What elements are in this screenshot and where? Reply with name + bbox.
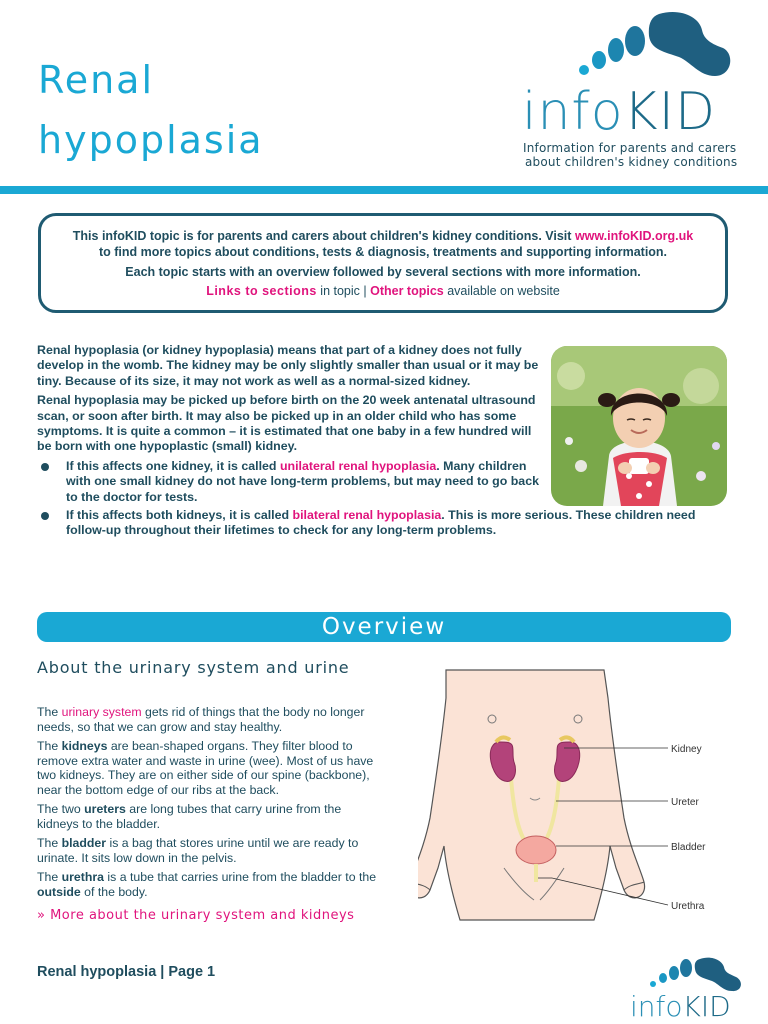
website-link[interactable]: www.infoKID.org.uk bbox=[574, 229, 694, 243]
footer-logo-info: info bbox=[630, 990, 683, 1023]
infokid-logo-icon bbox=[575, 10, 735, 85]
body-outline bbox=[418, 670, 645, 920]
footer-logo-icon bbox=[648, 956, 748, 992]
label-bladder: Bladder bbox=[671, 842, 706, 853]
label-ureter: Ureter bbox=[671, 797, 699, 808]
info-line-2: to find more topics about conditions, tests & diagnosis, treatments and supporting information. bbox=[98, 245, 668, 259]
logo-kid: KID bbox=[623, 82, 717, 142]
info-links-line: Links to sections in topic | Other topics available on website bbox=[206, 284, 560, 298]
more-about-urinary-link[interactable]: » More about the urinary system and kidneys bbox=[37, 908, 355, 923]
logo-tagline bbox=[523, 141, 737, 169]
page-title bbox=[38, 50, 264, 170]
info-line-1: This infoKID topic is for parents and carers about children's kidney conditions. Visit www.infoKID.org.uk bbox=[72, 229, 694, 243]
intro-paragraph-2: Renal hypoplasia may be picked up before birth on the 20 week antenatal ultrasound scan, or soon after birth. It may also be picked up in an older child who has some symptoms. It is quite a common – it is estimated that one baby in a few hundred will be born with one hypoplastic (small) kidney. bbox=[37, 393, 536, 454]
bilateral-link[interactable]: bilateral renal hypoplasia bbox=[292, 508, 442, 523]
intro-paragraph-1: Renal hypoplasia (or kidney hypoplasia) means that part of a kidney does not fully develop in the womb. The kidney may be only slightly smaller than usual or it may be tiny. Because of its size, it may not work as well as a normal-sized kidney. bbox=[37, 343, 539, 388]
logo-info: info bbox=[522, 82, 624, 142]
label-urethra: Urethra bbox=[671, 901, 705, 912]
links-to-sections-label: Links to sections bbox=[206, 284, 317, 298]
info-box bbox=[38, 213, 728, 313]
header-rule bbox=[0, 186, 768, 194]
unilateral-link[interactable]: unilateral renal hypoplasia bbox=[279, 458, 437, 473]
intro-text bbox=[37, 343, 696, 542]
bullet-dot-icon bbox=[41, 512, 49, 520]
bladder-icon bbox=[516, 836, 556, 864]
child-photo bbox=[551, 346, 727, 506]
tagline-line-2: about children's kidney conditions bbox=[525, 155, 738, 169]
tagline-line-1: Information for parents and carers bbox=[523, 141, 737, 155]
bullet-dot-icon bbox=[41, 463, 49, 471]
info-line-3: Each topic starts with an overview followed by several sections with more information. bbox=[125, 265, 641, 279]
footer-logo-kid: KID bbox=[682, 990, 731, 1023]
paragraph-urethra: The urethra is a tube that carries urine from the bladder to the outside of the body. bbox=[37, 870, 377, 899]
footer-logo bbox=[630, 956, 748, 1022]
paragraph-ureters: The two ureters are long tubes that carry urine from the kidneys to the bladder. bbox=[37, 802, 342, 831]
bullet-bilateral: If this affects both kidneys, it is called bilateral renal hypoplasia. This is more serious. These children need follow-up throughout their lifetimes to check for any long-term problems. bbox=[37, 508, 736, 539]
infokid-logo-text bbox=[522, 82, 716, 142]
bullet-unilateral: If this affects one kidney, it is called unilateral renal hypoplasia. Many children with one small kidney do not have long-term problems, but may need to go back to the doctor for tests. bbox=[37, 459, 547, 505]
urinary-system-link[interactable]: urinary system bbox=[61, 705, 142, 719]
other-topics-label: Other topics bbox=[370, 284, 444, 298]
paragraph-urinary-system: The urinary system gets rid of things that the body no longer needs, so that we can grow and stay healthy. bbox=[37, 705, 365, 734]
overview-banner[interactable]: Overview bbox=[37, 612, 731, 642]
paragraph-kidneys: The kidneys are bean-shaped organs. They filter blood to remove extra water and waste in urine (wee). Most of us have two kidneys. They are on either side of our spine (backbone), near the bottom edge of our ribs at the back. bbox=[37, 739, 374, 797]
intro-bullets bbox=[37, 458, 696, 539]
title-line-1: Renal bbox=[38, 58, 155, 102]
urinary-system-diagram bbox=[418, 668, 718, 923]
section-heading: About the urinary system and urine bbox=[37, 658, 350, 677]
page-footer: Renal hypoplasia | Page 1 bbox=[37, 964, 216, 980]
section-body bbox=[37, 705, 377, 904]
paragraph-bladder: The bladder is a bag that stores urine until we are ready to urinate. It sits low down in the pelvis. bbox=[37, 836, 359, 865]
title-line-2: hypoplasia bbox=[38, 118, 264, 162]
label-kidney: Kidney bbox=[671, 744, 702, 755]
